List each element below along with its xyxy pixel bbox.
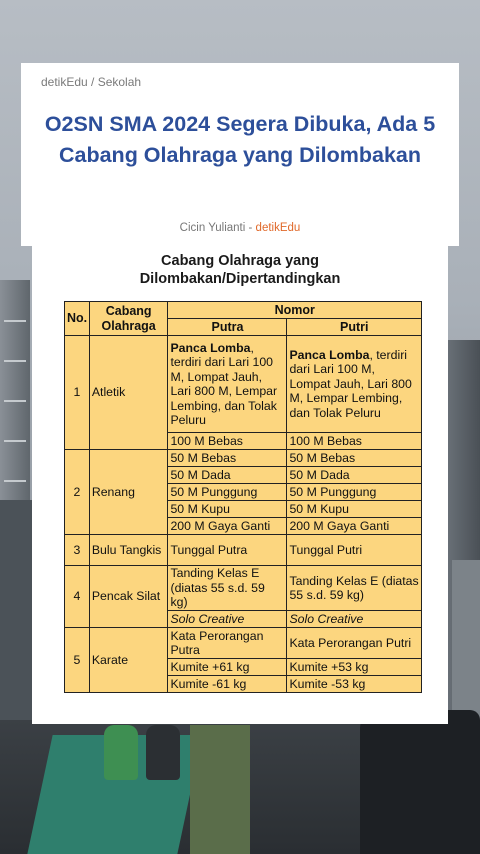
table-row: Kumite -61 kg Kumite -53 kg (65, 676, 422, 693)
table-row: 4 Pencak Silat Tanding Kelas E (diatas 55 s.d. 59 kg) Tanding Kelas E (diatas 55 s.d. 59 kg) (65, 566, 422, 611)
article-header-card (21, 63, 459, 246)
cabang-pencak-silat: Pencak Silat (89, 566, 168, 628)
byline: Cicin Yulianti - detikEdu (179, 222, 301, 234)
col-no: No. (65, 302, 90, 336)
table-title: Cabang Olahraga yang Dilombakan/Dipertandingkan (139, 253, 341, 287)
table-row: 50 M Punggung 50 M Punggung (65, 484, 422, 501)
cabang-bulu-tangkis: Bulu Tangkis (89, 535, 168, 566)
source-name[interactable]: detikEdu (255, 222, 301, 234)
table-row: 100 M Bebas 100 M Bebas (65, 433, 422, 450)
col-cabang: Cabang Olahraga (89, 302, 168, 336)
car (360, 710, 480, 854)
cabang-karate: Karate (89, 628, 168, 693)
table-row: 2 Renang 50 M Bebas 50 M Bebas (65, 450, 422, 467)
table-row: Solo Creative Solo Creative (65, 611, 422, 628)
cabang-renang: Renang (89, 450, 168, 535)
breadcrumb[interactable]: detikEdu / Sekolah (41, 75, 142, 89)
table-row: 50 M Dada 50 M Dada (65, 467, 422, 484)
table-row: 1 Atletik Panca Lomba, terdiri dari Lari 100 M, Lompat Jauh, Lari 800 M, Lempar Lembing, dan Tolak Peluru Panca Lomba, terdiri dari Lari 100 M, Lompat Jauh, Lari 800 M, Lempar Lembing, dan Tolak Peluru (65, 336, 422, 433)
col-putri: Putri (287, 319, 422, 336)
table-row: 3 Bulu Tangkis Tunggal Putra Tunggal Putri (65, 535, 422, 566)
table-row: 5 Karate Kata Perorangan Putra Kata Perorangan Putri (65, 628, 422, 659)
table-row: 200 M Gaya Ganti 200 M Gaya Ganti (65, 518, 422, 535)
article-headline[interactable]: O2SN SMA 2024 Segera Dibuka, Ada 5 Cabang Olahraga yang Dilombakan (44, 112, 436, 167)
col-nomor: Nomor (168, 302, 422, 319)
table-row: Kumite +61 kg Kumite +53 kg (65, 659, 422, 676)
cabang-atletik: Atletik (89, 336, 168, 450)
sports-table (64, 301, 422, 693)
author-name: Cicin Yulianti (179, 222, 246, 234)
col-putra: Putra (168, 319, 287, 336)
table-row: 50 M Kupu 50 M Kupu (65, 501, 422, 518)
table-image (32, 246, 448, 724)
